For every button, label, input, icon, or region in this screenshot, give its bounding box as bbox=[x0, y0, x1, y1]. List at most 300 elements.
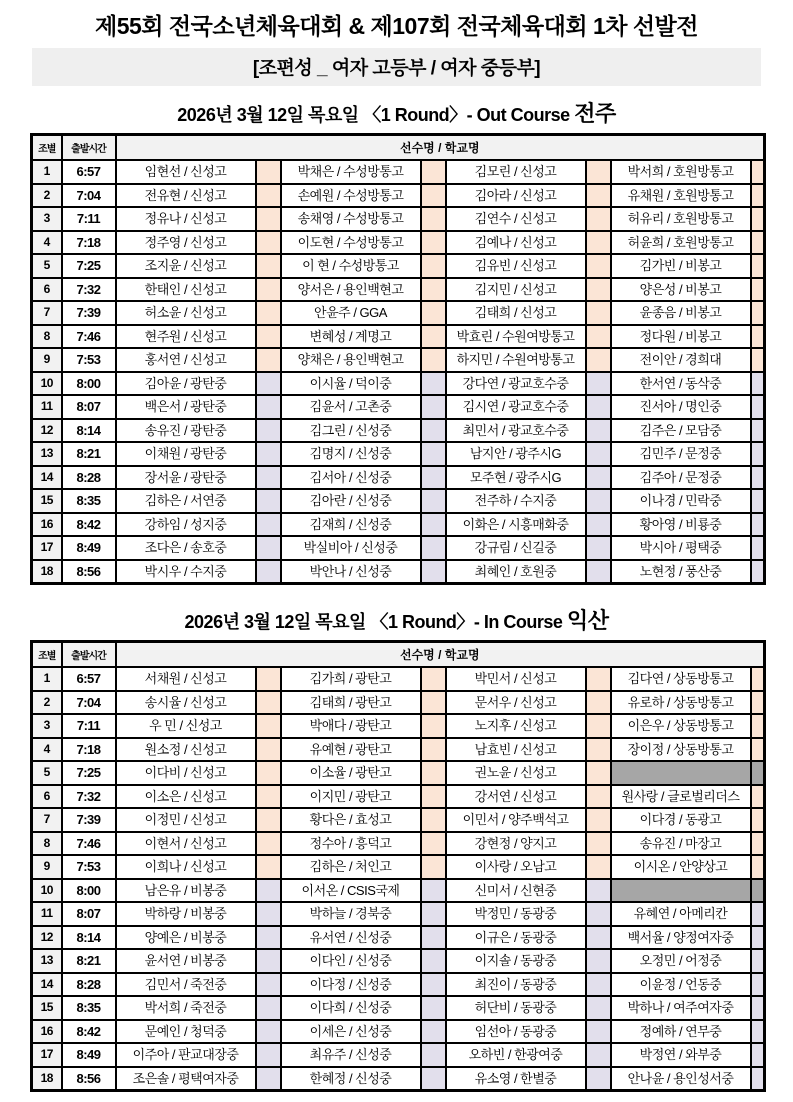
group-number: 11 bbox=[32, 902, 62, 926]
player-cell: 신미서 / 신현중 bbox=[446, 879, 586, 903]
player-cell: 허윤희 / 호원방통고 bbox=[611, 231, 751, 255]
table-body bbox=[32, 667, 765, 1091]
player-cell: 장서윤 / 광탄중 bbox=[116, 466, 256, 490]
player-cell: 이주아 / 판교대장중 bbox=[116, 1043, 256, 1067]
spacer-cell bbox=[256, 855, 281, 879]
trailing-spacer-cell bbox=[751, 419, 765, 443]
spacer-cell bbox=[586, 973, 611, 997]
player-cell: 조은솔 / 평택여자중 bbox=[116, 1067, 256, 1091]
player-cell: 김아란 / 신성중 bbox=[281, 489, 421, 513]
player-cell: 박정민 / 동광중 bbox=[446, 902, 586, 926]
trailing-spacer-cell bbox=[751, 254, 765, 278]
spacer-cell bbox=[586, 1020, 611, 1044]
start-time: 8:42 bbox=[62, 513, 116, 537]
empty-player-cell bbox=[611, 879, 751, 903]
player-cell: 이채원 / 광탄중 bbox=[116, 442, 256, 466]
player-cell: 강현정 / 양지고 bbox=[446, 832, 586, 856]
table-title-text: 2026년 3월 12일 목요일 〈1 Round〉- In Course bbox=[184, 612, 567, 632]
player-cell: 유서연 / 신성중 bbox=[281, 926, 421, 950]
start-time: 7:53 bbox=[62, 348, 116, 372]
spacer-cell bbox=[256, 1020, 281, 1044]
start-time: 8:56 bbox=[62, 560, 116, 584]
player-cell: 원사랑 / 글로벌리더스 bbox=[611, 785, 751, 809]
spacer-cell bbox=[421, 301, 446, 325]
spacer-cell bbox=[586, 536, 611, 560]
start-time: 8:49 bbox=[62, 536, 116, 560]
table-row bbox=[32, 714, 765, 738]
table-row bbox=[32, 832, 765, 856]
player-cell: 이시온 / 안양상고 bbox=[611, 855, 751, 879]
player-cell: 김연수 / 신성고 bbox=[446, 207, 586, 231]
spacer-cell bbox=[586, 442, 611, 466]
table-row bbox=[32, 184, 765, 208]
player-cell: 김그린 / 신성중 bbox=[281, 419, 421, 443]
player-cell: 한혜정 / 신성중 bbox=[281, 1067, 421, 1091]
group-number: 10 bbox=[32, 372, 62, 396]
column-header-group: 조별 bbox=[32, 642, 62, 668]
player-cell: 최민서 / 광교호수중 bbox=[446, 419, 586, 443]
spacer-cell bbox=[586, 996, 611, 1020]
start-time: 7:04 bbox=[62, 691, 116, 715]
trailing-spacer-cell bbox=[751, 738, 765, 762]
player-cell: 이다희 / 신성중 bbox=[281, 996, 421, 1020]
player-cell: 양예은 / 비봉중 bbox=[116, 926, 256, 950]
player-cell: 조다은 / 송호중 bbox=[116, 536, 256, 560]
start-time: 8:21 bbox=[62, 442, 116, 466]
spacer-cell bbox=[421, 1020, 446, 1044]
start-time: 8:07 bbox=[62, 902, 116, 926]
player-cell: 이현서 / 신성고 bbox=[116, 832, 256, 856]
spacer-cell bbox=[256, 832, 281, 856]
group-number: 5 bbox=[32, 254, 62, 278]
subtitle-bar: [조편성 _ 여자 고등부 / 여자 중등부] bbox=[32, 48, 761, 86]
player-cell: 백은서 / 광탄중 bbox=[116, 395, 256, 419]
course-location: 익산 bbox=[566, 608, 609, 633]
spacer-cell bbox=[586, 207, 611, 231]
trailing-spacer-cell bbox=[751, 996, 765, 1020]
player-cell: 유로하 / 상동방통고 bbox=[611, 691, 751, 715]
player-cell: 김민주 / 문정중 bbox=[611, 442, 751, 466]
spacer-cell bbox=[256, 513, 281, 537]
group-number: 12 bbox=[32, 926, 62, 950]
player-cell: 박하나 / 여주여자중 bbox=[611, 996, 751, 1020]
spacer-cell bbox=[256, 714, 281, 738]
spacer-cell bbox=[586, 855, 611, 879]
spacer-cell bbox=[586, 691, 611, 715]
start-time: 7:53 bbox=[62, 855, 116, 879]
spacer-cell bbox=[586, 348, 611, 372]
spacer-cell bbox=[256, 301, 281, 325]
pairings-table-in-course bbox=[30, 640, 766, 1092]
trailing-spacer-cell bbox=[751, 902, 765, 926]
group-number: 5 bbox=[32, 761, 62, 785]
player-cell: 허유리 / 호원방통고 bbox=[611, 207, 751, 231]
group-number: 18 bbox=[32, 1067, 62, 1091]
start-time: 7:32 bbox=[62, 278, 116, 302]
course-location: 전주 bbox=[574, 101, 616, 126]
spacer-cell bbox=[586, 372, 611, 396]
spacer-cell bbox=[586, 395, 611, 419]
player-cell: 강하임 / 성지중 bbox=[116, 513, 256, 537]
start-time: 7:32 bbox=[62, 785, 116, 809]
spacer-cell bbox=[421, 160, 446, 184]
player-cell: 손예원 / 수성방통고 bbox=[281, 184, 421, 208]
player-cell: 김가희 / 광탄고 bbox=[281, 667, 421, 691]
start-time: 6:57 bbox=[62, 160, 116, 184]
player-cell: 윤서연 / 비봉중 bbox=[116, 949, 256, 973]
spacer-cell bbox=[256, 1067, 281, 1091]
spacer-cell bbox=[586, 714, 611, 738]
spacer-cell bbox=[256, 808, 281, 832]
player-cell: 변혜성 / 계명고 bbox=[281, 325, 421, 349]
spacer-cell bbox=[256, 231, 281, 255]
group-number: 2 bbox=[32, 691, 62, 715]
spacer-cell bbox=[586, 560, 611, 584]
start-time: 7:11 bbox=[62, 207, 116, 231]
table-row bbox=[32, 489, 765, 513]
column-header-players: 선수명 / 학교명 bbox=[116, 642, 765, 668]
group-number: 9 bbox=[32, 348, 62, 372]
player-cell: 우 민 / 신성고 bbox=[116, 714, 256, 738]
spacer-cell bbox=[421, 395, 446, 419]
player-cell: 정예하 / 연무중 bbox=[611, 1020, 751, 1044]
player-cell: 서채원 / 신성고 bbox=[116, 667, 256, 691]
player-cell: 허소윤 / 신성고 bbox=[116, 301, 256, 325]
group-number: 3 bbox=[32, 714, 62, 738]
trailing-spacer-cell bbox=[751, 785, 765, 809]
round-section-in-course bbox=[30, 604, 763, 1092]
group-number: 11 bbox=[32, 395, 62, 419]
player-cell: 최혜인 / 호원중 bbox=[446, 560, 586, 584]
spacer-cell bbox=[421, 278, 446, 302]
spacer-cell bbox=[256, 560, 281, 584]
spacer-cell bbox=[421, 325, 446, 349]
spacer-cell bbox=[586, 231, 611, 255]
trailing-spacer-cell bbox=[751, 325, 765, 349]
table-title-text: 2026년 3월 12일 목요일 〈1 Round〉- Out Course bbox=[177, 105, 575, 125]
player-cell: 홍서연 / 신성고 bbox=[116, 348, 256, 372]
player-cell: 한서연 / 동삭중 bbox=[611, 372, 751, 396]
table-row bbox=[32, 348, 765, 372]
spacer-cell bbox=[421, 419, 446, 443]
player-cell: 이다인 / 신성중 bbox=[281, 949, 421, 973]
player-cell: 박하랑 / 비봉중 bbox=[116, 902, 256, 926]
player-cell: 원소정 / 신성고 bbox=[116, 738, 256, 762]
player-cell: 이도현 / 수성방통고 bbox=[281, 231, 421, 255]
trailing-spacer-cell bbox=[751, 348, 765, 372]
start-time: 7:04 bbox=[62, 184, 116, 208]
table-row bbox=[32, 560, 765, 584]
spacer-cell bbox=[586, 301, 611, 325]
spacer-cell bbox=[586, 738, 611, 762]
player-cell: 박서희 / 죽전중 bbox=[116, 996, 256, 1020]
player-cell: 문예인 / 청덕중 bbox=[116, 1020, 256, 1044]
player-cell: 이지솔 / 동광중 bbox=[446, 949, 586, 973]
table-row bbox=[32, 785, 765, 809]
player-cell: 박정연 / 와부중 bbox=[611, 1043, 751, 1067]
player-cell: 임선아 / 동광중 bbox=[446, 1020, 586, 1044]
spacer-cell bbox=[586, 879, 611, 903]
table-row bbox=[32, 1020, 765, 1044]
player-cell: 노현정 / 풍산중 bbox=[611, 560, 751, 584]
table-row bbox=[32, 254, 765, 278]
player-cell: 양은성 / 비봉고 bbox=[611, 278, 751, 302]
spacer-cell bbox=[586, 808, 611, 832]
player-cell: 정다원 / 비봉고 bbox=[611, 325, 751, 349]
spacer-cell bbox=[256, 879, 281, 903]
spacer-cell bbox=[256, 738, 281, 762]
trailing-spacer-cell bbox=[751, 714, 765, 738]
start-time: 7:39 bbox=[62, 301, 116, 325]
spacer-cell bbox=[256, 372, 281, 396]
spacer-cell bbox=[421, 667, 446, 691]
spacer-cell bbox=[421, 691, 446, 715]
player-cell: 문서우 / 신성고 bbox=[446, 691, 586, 715]
spacer-cell bbox=[256, 1043, 281, 1067]
group-number: 6 bbox=[32, 278, 62, 302]
player-cell: 김가빈 / 비봉고 bbox=[611, 254, 751, 278]
spacer-cell bbox=[421, 466, 446, 490]
player-cell: 김모린 / 신성고 bbox=[446, 160, 586, 184]
player-cell: 임현선 / 신성고 bbox=[116, 160, 256, 184]
table-row bbox=[32, 902, 765, 926]
trailing-spacer-cell bbox=[751, 949, 765, 973]
column-header-players: 선수명 / 학교명 bbox=[116, 135, 765, 161]
start-time: 8:35 bbox=[62, 996, 116, 1020]
table-row bbox=[32, 231, 765, 255]
start-time: 7:18 bbox=[62, 231, 116, 255]
player-cell: 김다연 / 상동방통고 bbox=[611, 667, 751, 691]
player-cell: 박서희 / 호원방통고 bbox=[611, 160, 751, 184]
spacer-cell bbox=[586, 1043, 611, 1067]
spacer-cell bbox=[421, 785, 446, 809]
spacer-cell bbox=[421, 560, 446, 584]
spacer-cell bbox=[586, 832, 611, 856]
player-cell: 정주영 / 신성고 bbox=[116, 231, 256, 255]
start-time: 8:28 bbox=[62, 973, 116, 997]
spacer-cell bbox=[421, 879, 446, 903]
player-cell: 이시율 / 덕이중 bbox=[281, 372, 421, 396]
table-title-out-course bbox=[30, 97, 763, 128]
player-cell: 전이안 / 경희대 bbox=[611, 348, 751, 372]
spacer-cell bbox=[421, 761, 446, 785]
table-row bbox=[32, 926, 765, 950]
player-cell: 조지윤 / 신성고 bbox=[116, 254, 256, 278]
player-cell: 남지안 / 광주시G bbox=[446, 442, 586, 466]
player-cell: 이소율 / 광탄고 bbox=[281, 761, 421, 785]
column-header-group: 조별 bbox=[32, 135, 62, 161]
player-cell: 황다은 / 효성고 bbox=[281, 808, 421, 832]
spacer-cell bbox=[421, 1067, 446, 1091]
player-cell: 김윤서 / 고촌중 bbox=[281, 395, 421, 419]
trailing-spacer-cell bbox=[751, 442, 765, 466]
spacer-cell bbox=[256, 419, 281, 443]
player-cell: 오정민 / 어정중 bbox=[611, 949, 751, 973]
spacer-cell bbox=[586, 278, 611, 302]
player-cell: 박채은 / 수성방통고 bbox=[281, 160, 421, 184]
group-number: 9 bbox=[32, 855, 62, 879]
table-row bbox=[32, 761, 765, 785]
spacer-cell bbox=[586, 667, 611, 691]
table-row bbox=[32, 466, 765, 490]
group-number: 2 bbox=[32, 184, 62, 208]
spacer-cell bbox=[256, 395, 281, 419]
trailing-spacer-cell bbox=[751, 926, 765, 950]
player-cell: 오하빈 / 한광여중 bbox=[446, 1043, 586, 1067]
table-row bbox=[32, 325, 765, 349]
group-number: 14 bbox=[32, 466, 62, 490]
spacer-cell bbox=[421, 372, 446, 396]
player-cell: 이소은 / 신성고 bbox=[116, 785, 256, 809]
spacer-cell bbox=[586, 254, 611, 278]
group-number: 8 bbox=[32, 325, 62, 349]
spacer-cell bbox=[586, 160, 611, 184]
trailing-spacer-cell bbox=[751, 560, 765, 584]
player-cell: 황아영 / 비룡중 bbox=[611, 513, 751, 537]
player-cell: 박안나 / 신성중 bbox=[281, 560, 421, 584]
player-cell: 박효린 / 수원여방통고 bbox=[446, 325, 586, 349]
player-cell: 유예현 / 광탄고 bbox=[281, 738, 421, 762]
table-row bbox=[32, 691, 765, 715]
trailing-spacer-cell bbox=[751, 1020, 765, 1044]
group-number: 17 bbox=[32, 1043, 62, 1067]
player-cell: 이세은 / 신성중 bbox=[281, 1020, 421, 1044]
group-number: 13 bbox=[32, 949, 62, 973]
spacer-cell bbox=[586, 466, 611, 490]
player-cell: 이서온 / CSIS국제 bbox=[281, 879, 421, 903]
player-cell: 이규은 / 동광중 bbox=[446, 926, 586, 950]
player-cell: 허단비 / 동광중 bbox=[446, 996, 586, 1020]
player-cell: 이다비 / 신성고 bbox=[116, 761, 256, 785]
spacer-cell bbox=[256, 996, 281, 1020]
spacer-cell bbox=[586, 419, 611, 443]
header-row bbox=[32, 135, 765, 161]
group-number: 14 bbox=[32, 973, 62, 997]
group-number: 17 bbox=[32, 536, 62, 560]
player-cell: 김하은 / 서연중 bbox=[116, 489, 256, 513]
table-row bbox=[32, 513, 765, 537]
start-time: 7:46 bbox=[62, 832, 116, 856]
player-cell: 강다연 / 광교호수중 bbox=[446, 372, 586, 396]
spacer-cell bbox=[256, 667, 281, 691]
trailing-spacer-cell bbox=[751, 691, 765, 715]
table-row bbox=[32, 949, 765, 973]
player-cell: 남은유 / 비봉중 bbox=[116, 879, 256, 903]
player-cell: 박시우 / 수지중 bbox=[116, 560, 256, 584]
start-time: 7:39 bbox=[62, 808, 116, 832]
player-cell: 박실비아 / 신성중 bbox=[281, 536, 421, 560]
spacer-cell bbox=[256, 902, 281, 926]
spacer-cell bbox=[256, 278, 281, 302]
group-number: 4 bbox=[32, 231, 62, 255]
player-cell: 정수아 / 흥덕고 bbox=[281, 832, 421, 856]
player-cell: 이다경 / 동광고 bbox=[611, 808, 751, 832]
player-cell: 이희나 / 신성고 bbox=[116, 855, 256, 879]
player-cell: 윤종음 / 비봉고 bbox=[611, 301, 751, 325]
group-number: 16 bbox=[32, 1020, 62, 1044]
spacer-cell bbox=[256, 489, 281, 513]
spacer-cell bbox=[421, 536, 446, 560]
table-row bbox=[32, 667, 765, 691]
trailing-spacer-cell bbox=[751, 832, 765, 856]
start-time: 8:14 bbox=[62, 419, 116, 443]
player-cell: 박시아 / 평택중 bbox=[611, 536, 751, 560]
player-cell: 이윤정 / 언동중 bbox=[611, 973, 751, 997]
player-cell: 양서은 / 용인백현고 bbox=[281, 278, 421, 302]
start-time: 7:25 bbox=[62, 254, 116, 278]
spacer-cell bbox=[256, 466, 281, 490]
table-row bbox=[32, 442, 765, 466]
start-time: 8:00 bbox=[62, 879, 116, 903]
trailing-spacer-cell bbox=[751, 372, 765, 396]
spacer-cell bbox=[586, 513, 611, 537]
player-cell: 박민서 / 신성고 bbox=[446, 667, 586, 691]
player-cell: 진서아 / 명인중 bbox=[611, 395, 751, 419]
player-cell: 김태희 / 광탄고 bbox=[281, 691, 421, 715]
player-cell: 이다정 / 신성중 bbox=[281, 973, 421, 997]
trailing-spacer-cell bbox=[751, 879, 765, 903]
spacer-cell bbox=[586, 489, 611, 513]
player-cell: 김시연 / 광교호수중 bbox=[446, 395, 586, 419]
spacer-cell bbox=[586, 949, 611, 973]
player-cell: 김유빈 / 신성고 bbox=[446, 254, 586, 278]
trailing-spacer-cell bbox=[751, 973, 765, 997]
trailing-spacer-cell bbox=[751, 536, 765, 560]
spacer-cell bbox=[586, 761, 611, 785]
spacer-cell bbox=[421, 184, 446, 208]
spacer-cell bbox=[256, 160, 281, 184]
player-cell: 한태인 / 신성고 bbox=[116, 278, 256, 302]
table-row bbox=[32, 973, 765, 997]
player-cell: 강서연 / 신성고 bbox=[446, 785, 586, 809]
spacer-cell bbox=[421, 1043, 446, 1067]
spacer-cell bbox=[421, 231, 446, 255]
spacer-cell bbox=[421, 832, 446, 856]
column-header-time: 출발시간 bbox=[62, 642, 116, 668]
start-time: 8:14 bbox=[62, 926, 116, 950]
trailing-spacer-cell bbox=[751, 278, 765, 302]
start-time: 8:28 bbox=[62, 466, 116, 490]
spacer-cell bbox=[256, 691, 281, 715]
trailing-spacer-cell bbox=[751, 160, 765, 184]
player-cell: 이화은 / 시흥매화중 bbox=[446, 513, 586, 537]
spacer-cell bbox=[421, 254, 446, 278]
trailing-spacer-cell bbox=[751, 855, 765, 879]
group-number: 1 bbox=[32, 160, 62, 184]
table-row bbox=[32, 855, 765, 879]
start-time: 8:21 bbox=[62, 949, 116, 973]
player-cell: 장이정 / 상동방통고 bbox=[611, 738, 751, 762]
spacer-cell bbox=[256, 184, 281, 208]
player-cell: 김재희 / 신성중 bbox=[281, 513, 421, 537]
trailing-spacer-cell bbox=[751, 1067, 765, 1091]
trailing-spacer-cell bbox=[751, 207, 765, 231]
section-gap bbox=[30, 585, 763, 593]
spacer-cell bbox=[256, 536, 281, 560]
spacer-cell bbox=[586, 785, 611, 809]
spacer-cell bbox=[256, 973, 281, 997]
table-row bbox=[32, 395, 765, 419]
player-cell: 이민서 / 양주백석고 bbox=[446, 808, 586, 832]
group-number: 13 bbox=[32, 442, 62, 466]
table-row bbox=[32, 808, 765, 832]
spacer-cell bbox=[421, 855, 446, 879]
spacer-cell bbox=[421, 949, 446, 973]
player-cell: 유채원 / 호원방통고 bbox=[611, 184, 751, 208]
player-cell: 모주현 / 광주시G bbox=[446, 466, 586, 490]
player-cell: 김주은 / 모담중 bbox=[611, 419, 751, 443]
start-time: 7:46 bbox=[62, 325, 116, 349]
